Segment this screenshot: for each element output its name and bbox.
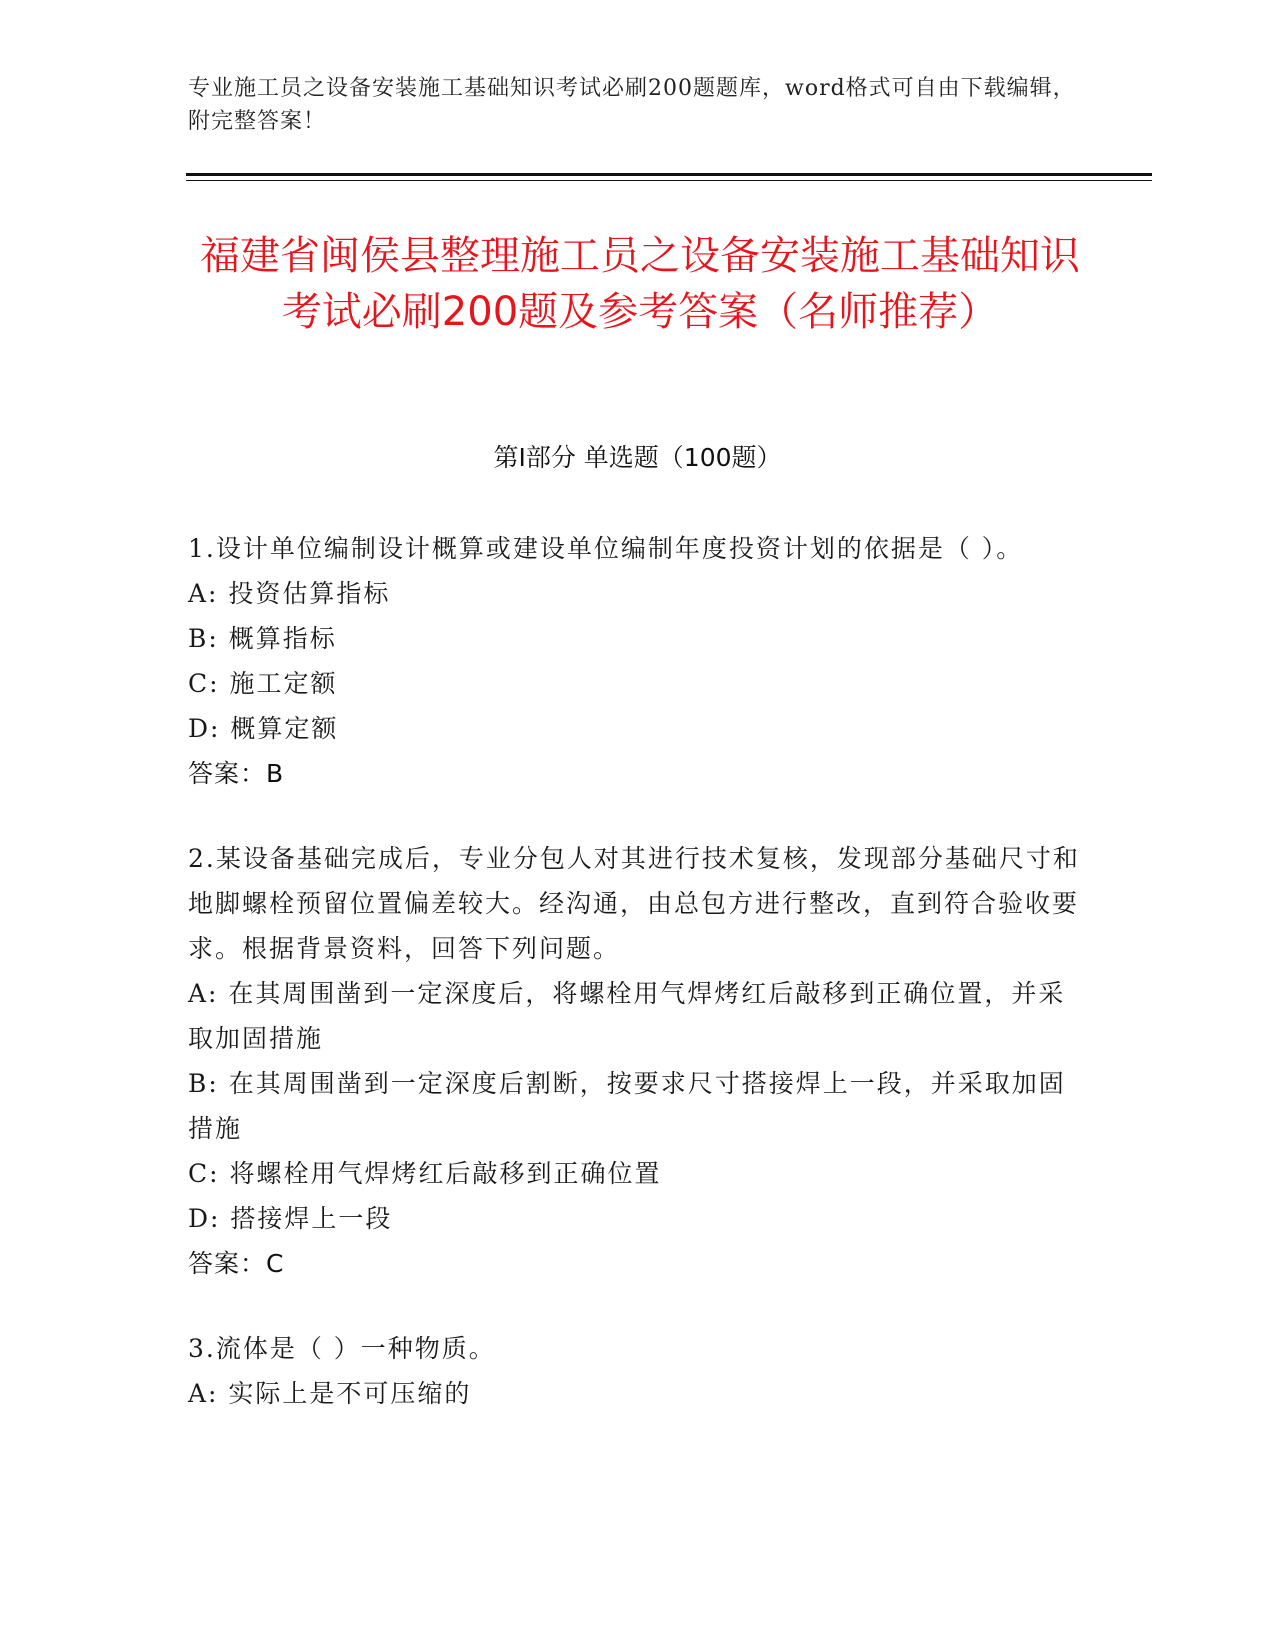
question-list [188,526,1088,1456]
header-rule-thin [186,180,1152,181]
option-c: C: 施工定额 [188,669,338,698]
question-text: 3.流体是（ ）一种物质。 [188,1334,496,1363]
header-rule-thick [186,173,1152,176]
option-c: C: 将螺栓用气焊烤红后敲移到正确位置 [188,1159,662,1188]
question-text: 2.某设备基础完成后，专业分包人对其进行技术复核，发现部分基础尺寸和地脚螺栓预留位置偏差较大。经沟通，由总包方进行整改，直到符合验收要求。根据背景资料，回答下列问题。 [188,844,1080,963]
option-a: A: 实际上是不可压缩的 [188,1379,472,1408]
document-title: 福建省闽侯县整理施工员之设备安装施工基础知识考试必刷200题及参考答案（名师推荐） [200,233,1080,335]
option-d: D: 搭接焊上一段 [188,1204,393,1233]
question-text: 1.设计单位编制设计概算或建设单位编制年度投资计划的依据是（ ）。 [188,534,1024,563]
question-2 [188,836,1088,1286]
answer-line: 答案：C [188,1249,285,1278]
question-1 [188,526,1088,796]
question-3 [188,1326,1088,1416]
header-note: 专业施工员之设备安装施工基础知识考试必刷200题题库，word格式可自由下载编辑，附完整答案！ [188,76,1076,134]
section-title: 第Ⅰ部分 单选题（100题） [493,443,782,472]
option-d: D: 概算定额 [188,714,339,743]
answer-line: 答案：B [188,759,285,788]
option-a: A: 在其周围凿到一定深度后，将螺栓用气焊烤红后敲移到正确位置，并采取加固措施 [188,979,1066,1053]
option-b: B: 在其周围凿到一定深度后割断，按要求尺寸搭接焊上一段，并采取加固措施 [188,1069,1066,1143]
option-b: B: 概算指标 [188,624,337,653]
option-a: A: 投资估算指标 [188,579,391,608]
